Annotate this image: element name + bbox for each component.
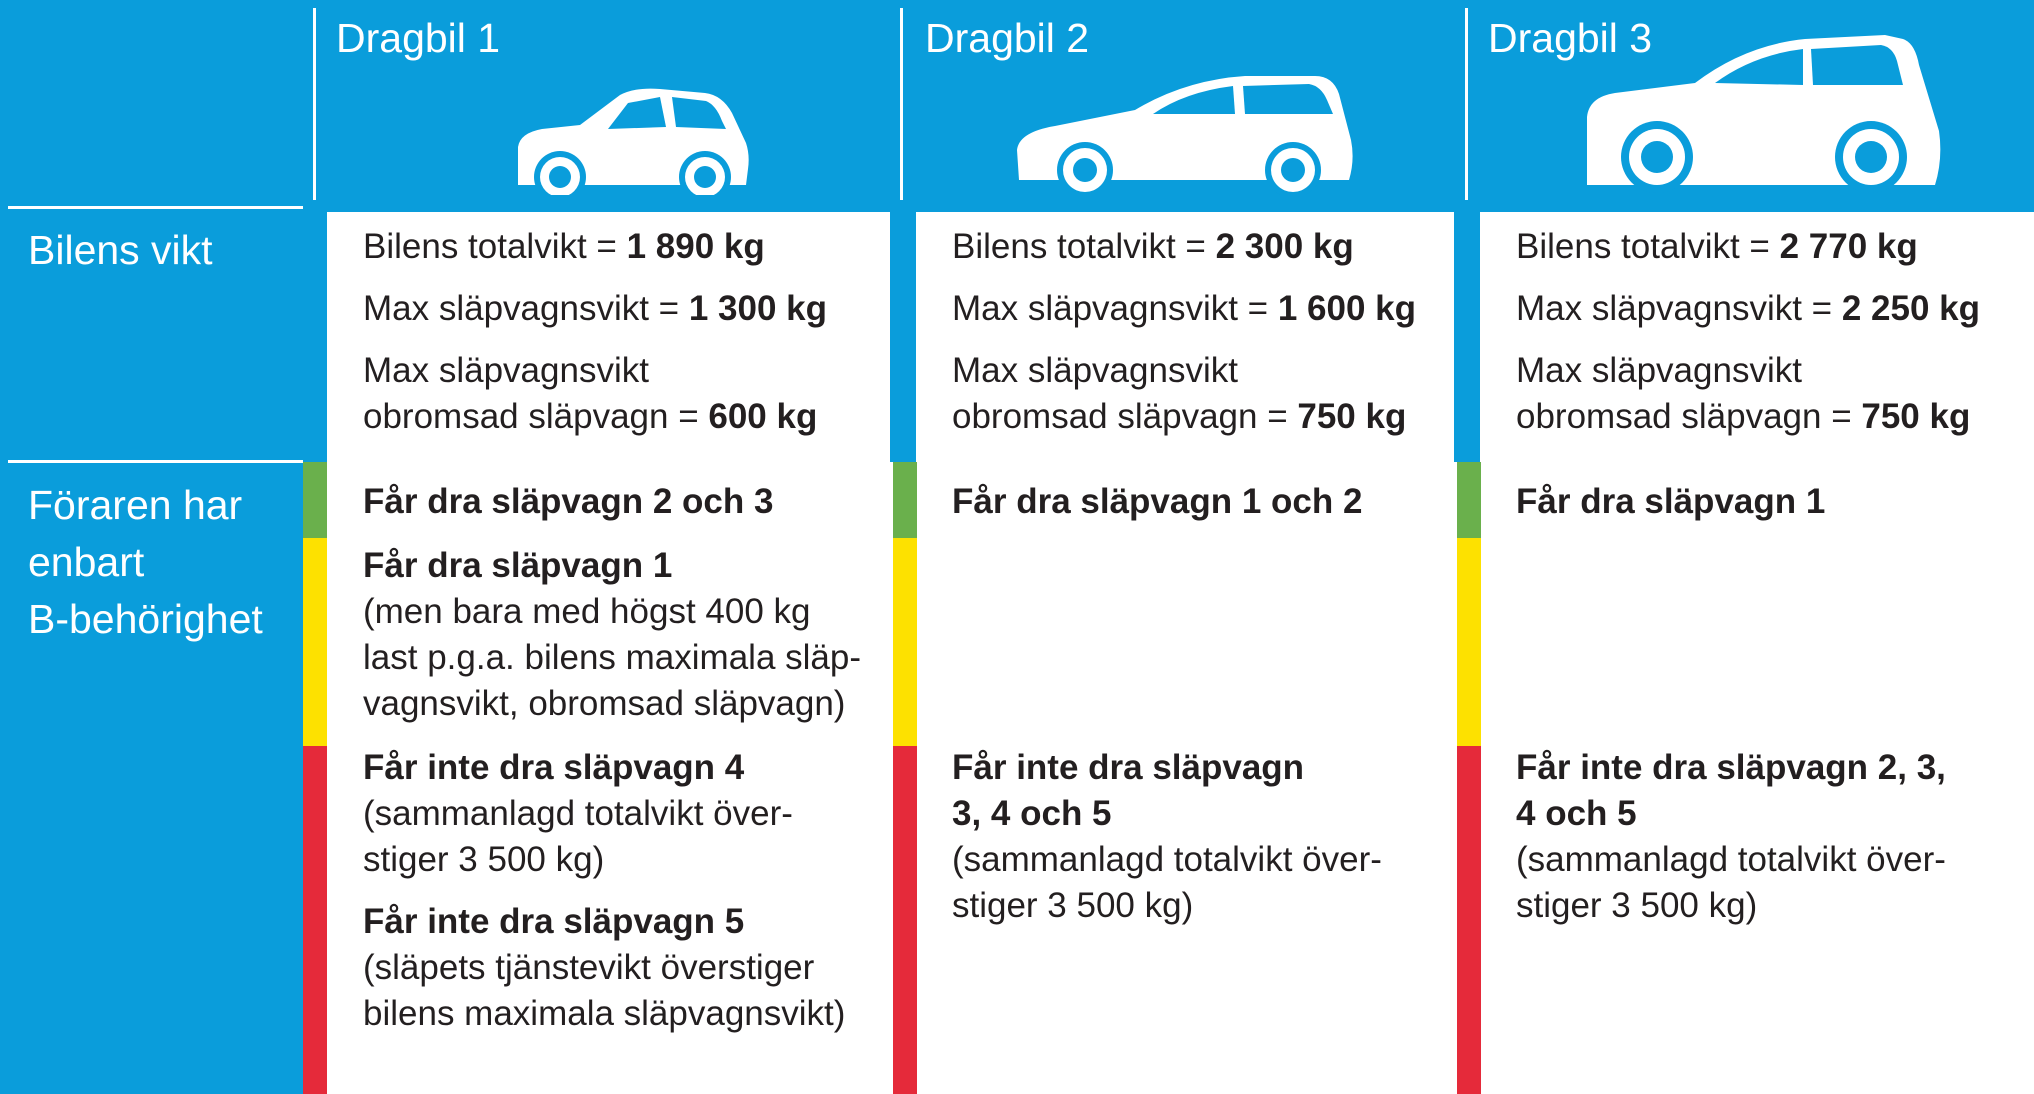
header-divider-3: [1465, 8, 1468, 200]
stripe-yellow-1: [303, 538, 327, 746]
stripe-yellow-3: [1457, 538, 1481, 746]
rule-note: (sammanlagd totalvikt över-: [1516, 840, 1946, 879]
rule-note: (men bara med högst 400 kg: [363, 592, 811, 631]
rule-note: last p.g.a. bilens maximala släp-: [363, 638, 861, 677]
unbraked-label-1-dragbil-2: Max släpvagnsvikt: [952, 351, 1238, 390]
stripe-green-1: [303, 462, 327, 538]
stripe-red-1: [303, 746, 327, 1094]
total-weight-dragbil-3: Bilens totalvikt = 2 770 kg: [1516, 227, 1918, 266]
rule-head: 3, 4 och 5: [952, 794, 1112, 833]
stripe-yellow-2: [893, 538, 917, 746]
rule-yellow-dragbil-1: [363, 543, 861, 727]
rule-green-dragbil-1: [363, 479, 773, 525]
row-divider: [8, 460, 303, 463]
column-title-dragbil-3: Dragbil 3: [1488, 15, 1653, 61]
rule-note: vagnsvikt, obromsad släpvagn): [363, 684, 846, 723]
rule-head: Får inte dra släpvagn: [952, 748, 1305, 787]
rule-green-dragbil-3: [1516, 479, 1825, 525]
rule-head: Får dra släpvagn 1: [363, 546, 673, 585]
stripe-green-3: [1457, 462, 1481, 538]
rule-head: Får inte dra släpvagn 5: [363, 902, 745, 941]
estate-car-icon: [1015, 70, 1355, 195]
header-divider-2: [900, 8, 903, 200]
rule-head: 4 och 5: [1516, 794, 1637, 833]
total-weight-dragbil-1: Bilens totalvikt = 1 890 kg: [363, 227, 765, 266]
unbraked-label-1-dragbil-1: Max släpvagnsvikt: [363, 351, 649, 390]
rule-note: (släpets tjänstevikt överstiger: [363, 948, 815, 987]
row-label-bilens-vikt: Bilens vikt: [28, 227, 213, 273]
header-bottom-rule: [8, 206, 303, 209]
stripe-green-2: [893, 462, 917, 538]
header-divider-1: [313, 8, 316, 200]
rule-head: Får inte dra släpvagn 4: [363, 748, 745, 787]
unbraked-weight-dragbil-1: obromsad släpvagn = 600 kg: [363, 397, 818, 436]
row-label-b-behorighet: Föraren har enbart B-behörighet: [28, 482, 263, 642]
rule-note: stiger 3 500 kg): [1516, 886, 1758, 925]
rule-red-2-dragbil-1: [363, 899, 845, 1037]
stripe-red-2: [893, 746, 917, 1094]
suv-car-icon: [1585, 35, 1945, 195]
max-trailer-weight-dragbil-1: Max släpvagnsvikt = 1 300 kg: [363, 289, 827, 328]
rule-head: Får inte dra släpvagn 2, 3,: [1516, 748, 1946, 787]
total-weight-dragbil-2: Bilens totalvikt = 2 300 kg: [952, 227, 1354, 266]
rule-head: Får dra släpvagn 1 och 2: [952, 482, 1363, 521]
unbraked-weight-dragbil-3: obromsad släpvagn = 750 kg: [1516, 397, 1971, 436]
rule-green-dragbil-2: [952, 479, 1362, 525]
column-title-dragbil-2: Dragbil 2: [925, 15, 1090, 61]
unbraked-weight-dragbil-2: obromsad släpvagn = 750 kg: [952, 397, 1407, 436]
rule-note: stiger 3 500 kg): [952, 886, 1194, 925]
rule-note: stiger 3 500 kg): [363, 840, 605, 879]
column-title-dragbil-1: Dragbil 1: [336, 15, 501, 61]
rule-note: (sammanlagd totalvikt över-: [363, 794, 793, 833]
stripe-red-3: [1457, 746, 1481, 1094]
max-trailer-weight-dragbil-3: Max släpvagnsvikt = 2 250 kg: [1516, 289, 1980, 328]
rule-red-dragbil-1: [363, 745, 793, 883]
rule-red-dragbil-3: [1516, 745, 1946, 929]
rule-head: Får dra släpvagn 2 och 3: [363, 482, 774, 521]
rule-head: Får dra släpvagn 1: [1516, 482, 1826, 521]
rule-note: (sammanlagd totalvikt över-: [952, 840, 1382, 879]
rule-red-dragbil-2: [952, 745, 1382, 929]
unbraked-label-1-dragbil-3: Max släpvagnsvikt: [1516, 351, 1802, 390]
small-hatchback-car-icon: [510, 85, 755, 195]
max-trailer-weight-dragbil-2: Max släpvagnsvikt = 1 600 kg: [952, 289, 1416, 328]
rule-note: bilens maximala släpvagnsvikt): [363, 994, 846, 1033]
